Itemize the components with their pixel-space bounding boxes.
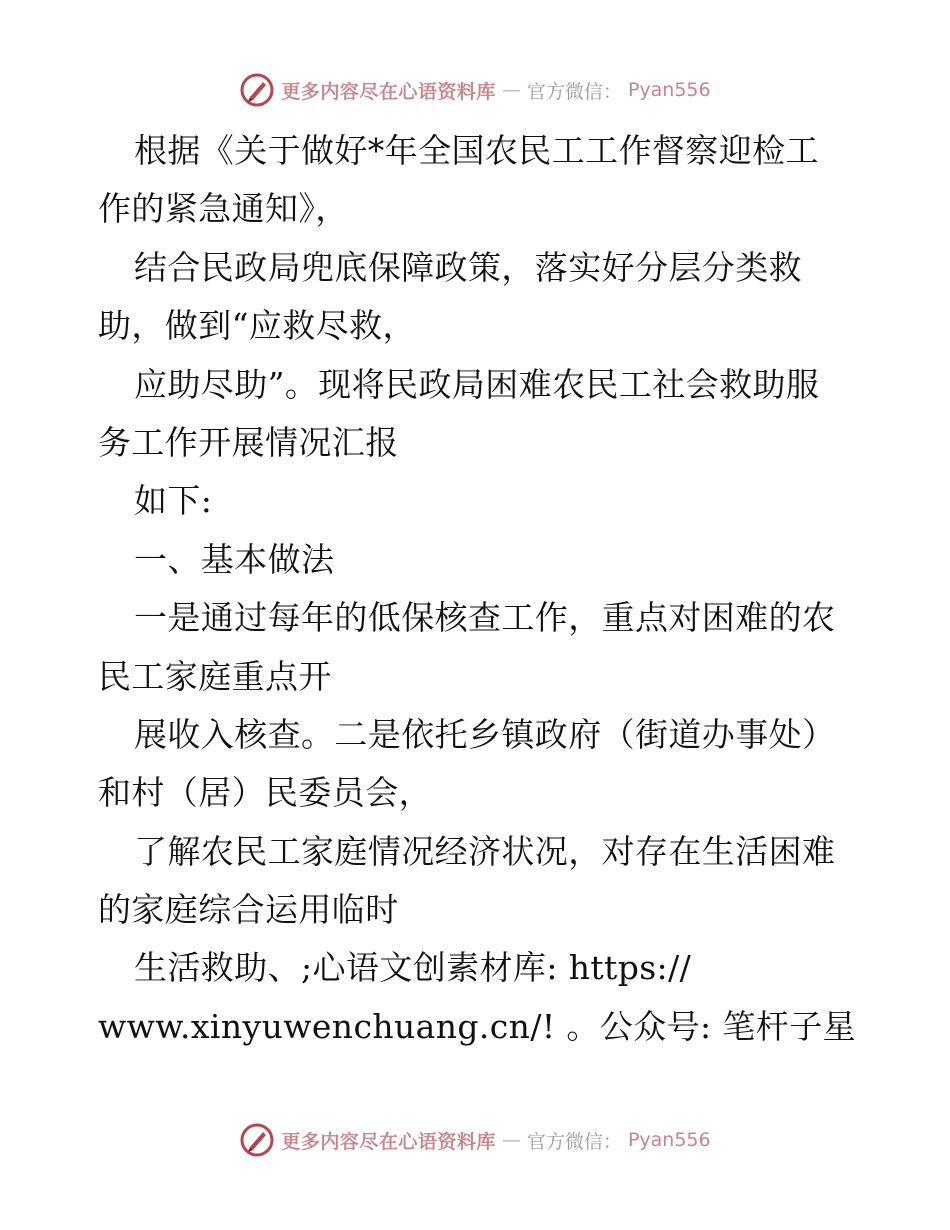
- watermark-sub-text: 官方微信：: [526, 1130, 622, 1153]
- text-line: 应助尽助”。现将民政局困难农民工社会救助服: [134, 364, 820, 404]
- text-line: 根据《关于做好*年全国农民工工作督察迎检工: [134, 131, 819, 170]
- header-watermark: [0, 70, 950, 110]
- watermark-sub-text: 官方微信：: [526, 80, 622, 103]
- text-line: 民工家庭重点开: [98, 656, 332, 696]
- section-heading: 一、基本做法: [134, 539, 335, 579]
- text-line: 务工作开展情况汇报: [98, 422, 399, 462]
- text-line: 结合民政局兜底保障政策，落实好分层分类救: [134, 247, 802, 287]
- watermark-main-text: 更多内容尽在心语资料库: [281, 1130, 496, 1153]
- watermark-wechat-id: Pyan556: [627, 79, 711, 101]
- watermark-dash: —: [501, 1129, 521, 1151]
- watermark-wechat-id: Pyan556: [627, 1129, 711, 1151]
- document-body: [98, 122, 858, 1056]
- text-line-url: www.xinyuwenchuang.cn/! 。公众号: 笔杆子星: [98, 1006, 857, 1046]
- text-line: 展收入核查。二是依托乡镇政府（街道办事处）: [134, 714, 836, 754]
- text-line: 如下:: [134, 481, 213, 521]
- watermark-dash: —: [501, 79, 521, 101]
- pen-seal-icon: [239, 1122, 275, 1158]
- text-line: 一是通过每年的低保核查工作，重点对困难的农: [134, 598, 836, 638]
- text-line: 了解农民工家庭情况经济状况，对存在生活困难: [134, 831, 836, 871]
- footer-watermark: [0, 1120, 950, 1160]
- watermark-main-text: 更多内容尽在心语资料库: [281, 80, 496, 103]
- text-line: 助，做到“应救尽救，: [98, 306, 416, 346]
- pen-seal-icon: [239, 72, 275, 108]
- text-line: 作的紧急通知》，: [98, 189, 349, 229]
- text-line: 的家庭综合运用临时: [98, 890, 399, 930]
- text-line: 生活救助、;心语文创素材库: https://: [134, 948, 692, 988]
- text-line: 和村（居）民委员会，: [98, 773, 432, 813]
